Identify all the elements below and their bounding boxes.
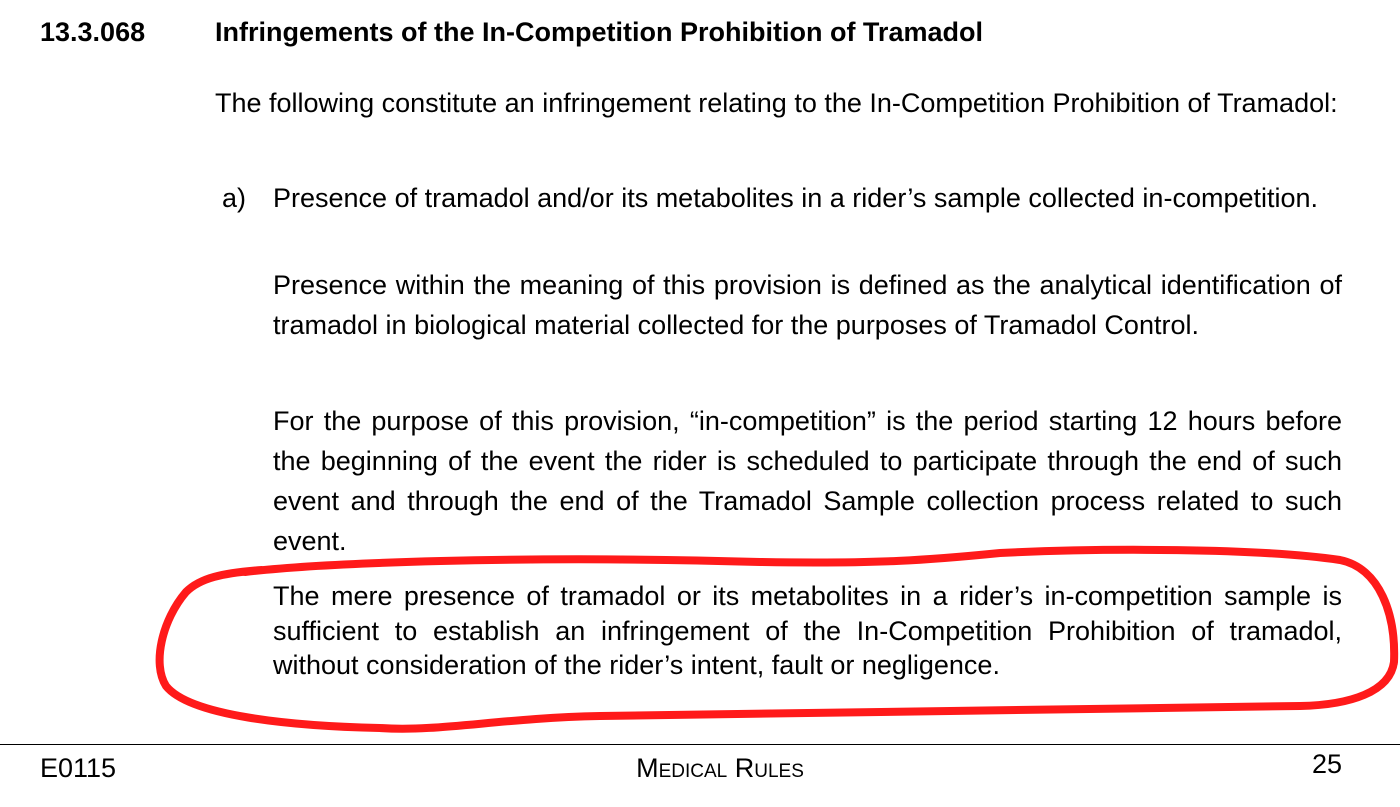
footer-divider <box>0 744 1400 745</box>
footer-document-code: E0115 <box>40 753 117 783</box>
footer-page-number: 25 <box>1311 749 1342 779</box>
section-title: Infringements of the In-Competition Prohibition of Tramadol <box>215 17 983 47</box>
section-number: 13.3.068 <box>40 17 146 47</box>
presence-definition-paragraph: Presence within the meaning of this provision is defined as the analytical identification of tramadol in biological material collected for the purposes of Tramadol Control. <box>273 270 1342 340</box>
footer-section-title: Medical Rules <box>636 753 804 783</box>
item-a-text: Presence of tramadol and/or its metabolites in a rider’s sample collected in-competition. <box>273 183 1319 213</box>
item-marker: a) <box>222 183 247 213</box>
intro-paragraph: The following constitute an infringement relating to the In-Competition Prohibition of Tramadol: <box>215 88 1338 118</box>
in-competition-definition-paragraph: For the purpose of this provision, “in-competition” is the period starting 12 hours before the beginning of the event the rider is scheduled to participate through the end of such event and through the end of the Tramadol Sample collection process related to such event. <box>273 406 1342 556</box>
strict-liability-paragraph: The mere presence of tramadol or its metabolites in a rider’s in-competition sample is sufficient to establish an infringement of the In-Competition Prohibition of tramadol, without consideration of the rider’s intent, fault or negligence. <box>273 581 1342 680</box>
